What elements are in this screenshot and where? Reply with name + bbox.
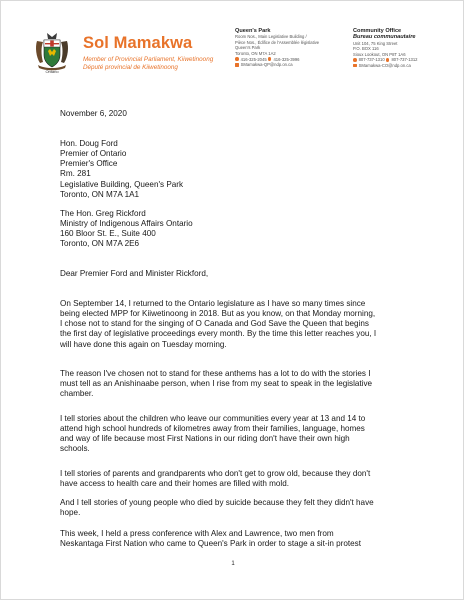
qp-address-line: Queen's Park [235, 45, 261, 51]
paragraph-3 [60, 414, 365, 455]
address-line: Hon. Doug Ford [60, 139, 118, 148]
address-line: Premier of Ontario [60, 149, 127, 159]
queens-park-contact [235, 28, 319, 68]
qp-fax: 416-325-3996 [273, 56, 300, 62]
qp-email: SMamakwa-QP@ndp.on.ca [240, 62, 293, 68]
co-address-line: Unit 104, 75 King Street [353, 40, 398, 46]
co-email-line [353, 63, 418, 69]
paragraph-4 [60, 469, 370, 489]
address-line: Premier's Office [60, 159, 118, 169]
paragraph-line: Neskantaga First Nation who came to Queen's Park in order to stage a sit-in protest [60, 539, 361, 549]
qp-address-line: Room Nos., Main Legislative Building / [235, 34, 307, 40]
paragraph-5 [60, 498, 374, 518]
recipient-address-ford [60, 139, 183, 200]
fax-icon [386, 58, 390, 62]
paragraph-line: I tell stories about the children who leave our communities every year at 13 and 14 to [60, 414, 366, 423]
qp-email-line [235, 62, 319, 68]
co-fax: 807-737-1312 [391, 57, 418, 63]
paragraph-line: This week, I held a press conference with Alex and Lawrence, two men from [60, 529, 334, 538]
paragraph-line: I chose not to stand for the singing of O Canada and God Save the Queen that begins [60, 319, 369, 329]
paragraph-line: must tell as an Anishinaabe person, when I rise from my seat to speak in the legislative [60, 379, 373, 389]
community-office-contact [353, 28, 418, 69]
mpp-name: Sol Mamakwa [83, 34, 193, 52]
co-address-line: Sioux Lookout, ON P8T 1A6 [353, 51, 406, 57]
page-number: 1 [231, 561, 235, 567]
address-line: Toronto, ON M7A 2E6 [60, 239, 140, 249]
address-line: Ministry of Indigenous Affairs Ontario [60, 219, 193, 229]
mpp-role-fr: Député provincial de Kiiwetinoong [83, 63, 178, 71]
letter-date: November 6, 2020 [60, 109, 127, 118]
phone-icon [235, 57, 239, 61]
address-line: Rm. 281 [60, 169, 91, 179]
email-icon [353, 64, 357, 68]
paragraph-line: the first day of legislative proceedings every month. By the time this letter reaches you, I [60, 329, 377, 339]
co-address-line: P.O. BOX 116 [353, 46, 379, 52]
address-line: Toronto, ON M7A 1A1 [60, 189, 140, 199]
paragraph-line: On September 14, I returned to the Ontario legislature as I have so many times since [60, 299, 366, 308]
fax-icon [268, 57, 272, 61]
community-office-heading: Community Office [353, 28, 402, 34]
qp-phone: 416-325-2045 [240, 56, 267, 62]
mpp-role-en: Member of Provincial Parliament, Kiiwetinoong [83, 56, 214, 63]
paragraph-line: and way of life because most First Nations in our riding don't have their own high [60, 434, 350, 444]
address-line: The Hon. Greg Rickford [60, 209, 146, 218]
address-line: Legislative Building, Queen's Park [60, 179, 184, 189]
paragraph-line: The reason I've chosen not to stand for these anthems has a lot to do with the stories I [60, 369, 371, 378]
crest-caption: Ontario [45, 69, 59, 74]
paragraph-line: And I tell stories of young people who died by suicide because they felt they didn't have [60, 498, 374, 507]
paragraph-line: hope. [60, 508, 81, 518]
paragraph-line: will have done this again on Tuesday morning. [60, 339, 227, 349]
salutation: Dear Premier Ford and Minister Rickford, [60, 269, 209, 278]
paragraph-line: schools. [60, 444, 90, 454]
paragraph-line: attend high school hundreds of kilometres away from their families, language, homes [60, 424, 365, 434]
co-email: SMamakwa-CO@ndp.on.ca [358, 62, 411, 68]
qp-address-line: Pièce Nos., Édifice de l'Assemblée législative [235, 39, 320, 45]
recipient-address-rickford [60, 209, 193, 250]
paragraph-6 [60, 529, 361, 549]
paragraph-line: chamber. [60, 389, 94, 399]
paragraph-1 [60, 299, 376, 350]
community-office-heading-fr: Bureau communautaire [353, 34, 416, 41]
address-line: 160 Bloor St. E., Suite 400 [60, 229, 156, 239]
paragraph-line: being elected MPP for Kiiwetinoong in 2018. But as you know, on that Monday morning, [60, 309, 376, 319]
paragraph-line: have access to health care and their homes are filled with mold. [60, 479, 289, 489]
phone-icon [353, 58, 357, 62]
paragraph-2 [60, 369, 372, 399]
co-phone: 807-737-1310 [358, 57, 385, 63]
queens-park-heading: Queen's Park [235, 28, 271, 34]
email-icon [235, 63, 239, 67]
qp-address-line: Toronto, ON M7A 1A2 [235, 51, 276, 57]
paragraph-line: I tell stories of parents and grandparents who don't get to grow old, because they don't [60, 469, 371, 478]
ontario-crest-logo [35, 31, 69, 71]
